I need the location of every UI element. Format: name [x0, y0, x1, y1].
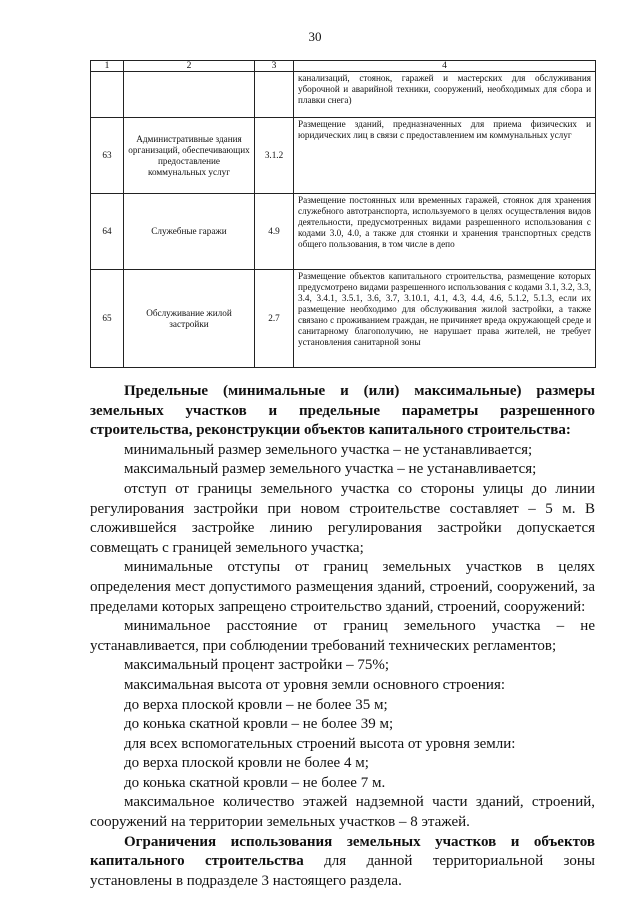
row-number: 65 [91, 270, 124, 368]
paragraph: до верха плоской кровли – не более 35 м; [124, 696, 388, 713]
paragraph: минимальный размер земельного участка – не устанавливается; [124, 441, 533, 458]
use-description: Размещение постоянных или временных гаражей, стоянок для хранения служебного автотранспорта, используемого в целях осуществления видов деятельности, предусмотренных видами разрешенного использования с кодами 3.0, 4.0, а также для стоянки и хранения транспортных средств общего пользования, в том числе в депо [294, 194, 596, 270]
section-heading: Предельные (минимальные и (или) максимальные) размеры земельных участков и предельные параметры разрешенного строительства, реконструкции объектов капитального строительства: [90, 383, 595, 439]
use-code: 3.1.2 [255, 118, 294, 194]
header-cell: 3 [255, 61, 294, 72]
use-name: Административные здания организаций, обеспечивающих предоставление коммунальных услуг [124, 118, 255, 194]
table-cell [255, 72, 294, 118]
header-cell: 4 [294, 61, 596, 72]
land-use-table [90, 60, 596, 368]
paragraph: для всех вспомогательных строений высота от уровня земли: [124, 735, 516, 752]
row-number: 64 [91, 194, 124, 270]
paragraph: минимальные отступы от границ земельных участков в целях определения мест допустимого размещения зданий, строений, сооружений, за пределами которых запрещено строительство зданий, строений, сооружений: [90, 559, 595, 615]
paragraph: максимальный размер земельного участка – не устанавливается; [124, 461, 537, 478]
header-cell: 2 [124, 61, 255, 72]
use-name: Служебные гаражи [124, 194, 255, 270]
restrictions-paragraph [90, 833, 595, 892]
paragraph: до конька скатной кровли – не более 39 м; [124, 716, 394, 733]
continuation-cell: канализаций, стоянок, гаражей и мастерских для обслуживания уборочной и аварийной техники, сооружений, необходимых для сбора и плавки снега) [294, 72, 596, 118]
use-description: Размещение зданий, предназначенных для приема физических и юридических лиц в связи с предоставлением им коммунальных услуг [294, 118, 596, 194]
table-header-row [91, 61, 596, 72]
use-description: Размещение объектов капитального строительства, размещение которых предусмотрено видами разрешенного использования с кодами 3.1, 3.2, 3.3, 3.4, 3.4.1, 3.5.1, 3.6, 3.7, 3.10.1, 4.1, 4.3, 4.4, 4.6, 5.1.2, 5.1.3, если их размещение необходимо для обслуживания жилой застройки, а также связано с проживанием граждан, не причиняет вреда окружающей среде и санитарному благополучию, не нарушает права жителей, не требует установления санитарной зоны [294, 270, 596, 368]
paragraph: отступ от границы земельного участка со стороны улицы до линии регулирования застройки при новом строительстве составляет – 5 м. В сложившейся застройке линию регулирования застройки допускается совмещать с границей земельного участка; [90, 480, 595, 556]
paragraph: минимальное расстояние от границ земельного участка – не устанавливается, при соблюдении требований технических регламентов; [90, 618, 595, 654]
table-row [91, 118, 596, 194]
paragraph: до верха плоской кровли не более 4 м; [124, 755, 369, 772]
paragraph: максимальный процент застройки – 75%; [124, 657, 390, 674]
page-number: 30 [308, 29, 322, 44]
use-name: Обслуживание жилой застройки [124, 270, 255, 368]
restrictions-bold-text: Ограничения использования земельных участков и объектов капитального строительства [90, 833, 595, 870]
table-cell [91, 72, 124, 118]
paragraph: до конька скатной кровли – не более 7 м. [124, 774, 386, 791]
paragraph: максимальное количество этажей надземной части зданий, строений, сооружений на территории земельных участков – 8 этажей. [90, 794, 595, 831]
table-row [91, 270, 596, 368]
paragraph: максимальная высота от уровня земли основного строения: [124, 676, 506, 693]
row-number: 63 [91, 118, 124, 194]
header-cell: 1 [91, 61, 124, 72]
restrictions-text: для данной территориальной зоны установлены в подразделе 3 настоящего раздела. [90, 853, 595, 889]
table-row [91, 194, 596, 270]
table-cell [124, 72, 255, 118]
document-body [90, 382, 595, 891]
use-code: 2.7 [255, 270, 294, 368]
table-row [91, 72, 596, 118]
use-code: 4.9 [255, 194, 294, 270]
